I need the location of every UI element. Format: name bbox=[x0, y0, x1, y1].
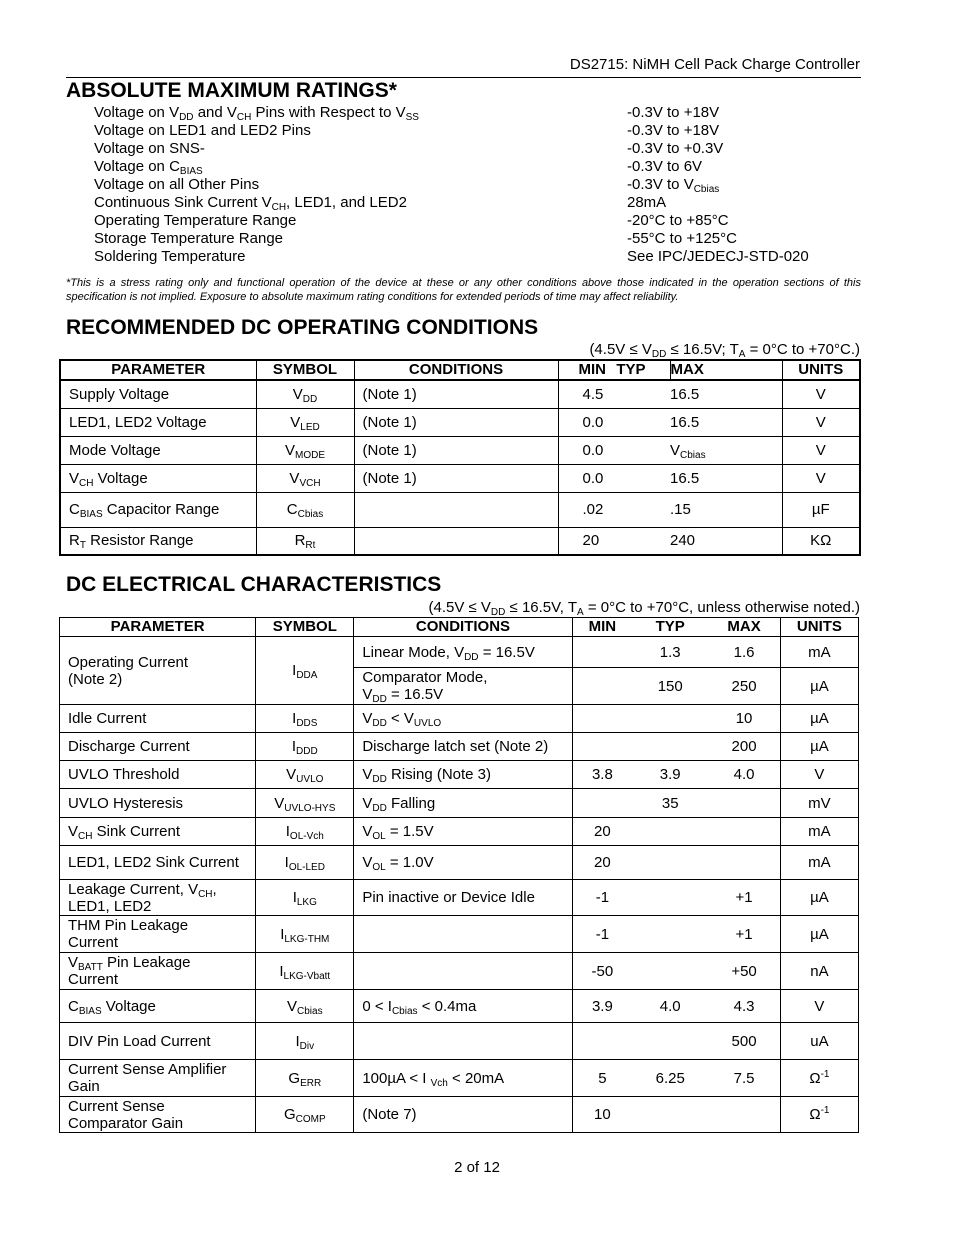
symbol-cell: $I_{OL-Vch}$ bbox=[256, 818, 354, 846]
units-cell: mA bbox=[780, 637, 858, 668]
symbol-cell: $G_{COMP}$ bbox=[256, 1097, 354, 1133]
max-cell bbox=[708, 789, 780, 818]
min-cell: 10 bbox=[572, 1097, 632, 1133]
min-typ-cell bbox=[558, 464, 670, 492]
table-row bbox=[60, 789, 859, 818]
param-cell: $V_{CH}$ Sink Current bbox=[60, 818, 256, 846]
typ-cell bbox=[632, 880, 708, 916]
abs-max-row bbox=[94, 248, 854, 266]
symbol-cell: $I_{DDA}$ bbox=[256, 637, 354, 705]
abs-max-value: -0.3V to +18V bbox=[627, 104, 720, 121]
dc-elec-header-row bbox=[60, 618, 859, 637]
rec-dc-header-row bbox=[60, 360, 860, 380]
typ-cell: 35 bbox=[632, 789, 708, 818]
abs-max-param: Voltage on SNS- bbox=[94, 140, 205, 157]
rec-dc-table bbox=[59, 359, 861, 556]
symbol-cell: $I_{LKG-THM}$ bbox=[256, 916, 354, 953]
abs-max-row bbox=[94, 140, 854, 158]
col-header-parameter: PARAMETER bbox=[60, 360, 256, 380]
typ-cell bbox=[632, 818, 708, 846]
min-cell: 20 bbox=[572, 846, 632, 880]
max-cell: 4.0 bbox=[708, 761, 780, 789]
typ-cell: 4.0 bbox=[632, 990, 708, 1023]
col-header-units: UNITS bbox=[782, 360, 860, 380]
conditions-cell: Pin inactive or Device Idle bbox=[354, 880, 572, 916]
param-cell: LED1, LED2 Sink Current bbox=[60, 846, 256, 880]
max-cell bbox=[708, 818, 780, 846]
min-cell: 3.8 bbox=[572, 761, 632, 789]
typ-cell: 3.9 bbox=[632, 761, 708, 789]
conditions-cell bbox=[354, 492, 558, 527]
param-cell: Idle Current bbox=[60, 705, 256, 733]
table-row bbox=[60, 916, 859, 953]
abs-max-title: ABSOLUTE MAXIMUM RATINGS* bbox=[66, 79, 397, 102]
typ-cell bbox=[632, 846, 708, 880]
min-cell: -1 bbox=[572, 916, 632, 953]
conditions-cell: $0 < I_{Cbias} < 0.4ma$ bbox=[354, 990, 572, 1023]
table-row bbox=[60, 380, 860, 408]
table-row bbox=[60, 436, 860, 464]
abs-max-value: See IPC/JEDECJ-STD-020 bbox=[627, 248, 809, 265]
units-cell: µF bbox=[782, 492, 860, 527]
table-row bbox=[60, 761, 859, 789]
max-cell: 16.5 bbox=[670, 464, 782, 492]
abs-max-param: Continuous Sink Current $V_{CH}$, LED1, and LED2 bbox=[94, 194, 407, 213]
table-row bbox=[60, 990, 859, 1023]
max-cell: 1.6 bbox=[708, 637, 780, 668]
dc-elec-title: DC ELECTRICAL CHARACTERISTICS bbox=[66, 573, 442, 596]
max-cell: +1 bbox=[708, 880, 780, 916]
table-row bbox=[60, 1060, 859, 1097]
min-cell: 5 bbox=[572, 1060, 632, 1097]
symbol-cell: $C_{Cbias}$ bbox=[256, 492, 354, 527]
col-header-min: MIN bbox=[572, 618, 632, 637]
col-header-typ: TYP bbox=[632, 618, 708, 637]
min-cell bbox=[572, 705, 632, 733]
table-row bbox=[60, 1097, 859, 1133]
col-header-symbol: SYMBOL bbox=[256, 618, 354, 637]
max-cell: 10 bbox=[708, 705, 780, 733]
abs-max-value: -0.3V to +0.3V bbox=[627, 140, 724, 157]
max-cell: 4.3 bbox=[708, 990, 780, 1023]
conditions-cell: 100µA < I $_{Vch}$ < 20mA bbox=[354, 1060, 572, 1097]
symbol-cell: $I_{DDD}$ bbox=[256, 733, 354, 761]
header-divider bbox=[66, 77, 861, 78]
min-cell bbox=[572, 637, 632, 668]
abs-max-value: -0.3V to $V_{Cbias}$ bbox=[627, 176, 720, 195]
min-value: 20 bbox=[582, 532, 600, 550]
typ-cell: 6.25 bbox=[632, 1060, 708, 1097]
symbol-cell: $V_{UVLO-HYS}$ bbox=[256, 789, 354, 818]
col-header-conditions: CONDITIONS bbox=[354, 618, 572, 637]
min-cell bbox=[572, 668, 632, 705]
min-value: 0.0 bbox=[582, 469, 604, 487]
param-cell: Current Sense Comparator Gain bbox=[60, 1097, 256, 1133]
param-cell: Mode Voltage bbox=[60, 436, 256, 464]
units-cell: V bbox=[782, 380, 860, 408]
abs-max-row bbox=[94, 176, 854, 194]
table-row bbox=[60, 1023, 859, 1060]
units-cell: $\Omega^{-1}$ bbox=[780, 1097, 858, 1133]
table-row bbox=[60, 492, 860, 527]
units-cell: mA bbox=[780, 818, 858, 846]
table-row bbox=[60, 846, 859, 880]
max-cell: 200 bbox=[708, 733, 780, 761]
units-cell: $\Omega^{-1}$ bbox=[780, 1060, 858, 1097]
conditions-cell: Comparator Mode, $V_{DD} = 16.5V$ bbox=[354, 668, 572, 705]
param-cell: Supply Voltage bbox=[60, 380, 256, 408]
param-cell: Operating Current (Note 2) bbox=[60, 637, 256, 705]
param-cell: $R_T$ Resistor Range bbox=[60, 527, 256, 555]
typ-cell bbox=[632, 1023, 708, 1060]
abs-max-value: -0.3V to +18V bbox=[627, 122, 720, 139]
col-header-min-typ-max bbox=[558, 360, 670, 380]
typ-cell bbox=[632, 733, 708, 761]
conditions-cell: (Note 1) bbox=[354, 380, 558, 408]
min-typ-cell bbox=[558, 436, 670, 464]
symbol-cell: $V_{DD}$ bbox=[256, 380, 354, 408]
conditions-cell: Linear Mode, $V_{DD} = 16.5V$ bbox=[354, 637, 572, 668]
abs-max-param: Voltage on $C_{BIAS}$ bbox=[94, 158, 203, 177]
col-header-conditions: CONDITIONS bbox=[354, 360, 558, 380]
abs-max-param: Storage Temperature Range bbox=[94, 230, 284, 247]
units-cell: mA bbox=[780, 846, 858, 880]
table-row bbox=[60, 408, 860, 436]
min-cell: -1 bbox=[572, 880, 632, 916]
conditions-cell: $V_{OL} = 1.0V$ bbox=[354, 846, 572, 880]
units-cell: µA bbox=[780, 916, 858, 953]
abs-max-row bbox=[94, 194, 854, 212]
col-header-max: MAX bbox=[670, 360, 782, 380]
abs-max-value: -0.3V to 6V bbox=[627, 158, 703, 175]
units-cell: µA bbox=[780, 668, 858, 705]
abs-max-param: Voltage on LED1 and LED2 Pins bbox=[94, 122, 311, 139]
max-cell bbox=[708, 1097, 780, 1133]
min-value: 0.0 bbox=[582, 441, 604, 459]
abs-max-value: 28mA bbox=[627, 194, 667, 211]
min-cell bbox=[572, 1023, 632, 1060]
max-cell: 240 bbox=[670, 527, 782, 555]
param-cell: UVLO Hysteresis bbox=[60, 789, 256, 818]
symbol-cell: $V_{LED}$ bbox=[256, 408, 354, 436]
table-row bbox=[60, 637, 859, 668]
units-cell: V bbox=[780, 761, 858, 789]
conditions-cell bbox=[354, 1023, 572, 1060]
abs-max-row bbox=[94, 122, 854, 140]
symbol-cell: $I_{DDS}$ bbox=[256, 705, 354, 733]
max-cell: .15 bbox=[670, 492, 782, 527]
min-cell bbox=[572, 789, 632, 818]
units-cell: µA bbox=[780, 705, 858, 733]
min-cell: 20 bbox=[572, 818, 632, 846]
symbol-cell: $G_{ERR}$ bbox=[256, 1060, 354, 1097]
table-row bbox=[60, 464, 860, 492]
units-cell: V bbox=[782, 408, 860, 436]
param-cell: UVLO Threshold bbox=[60, 761, 256, 789]
max-cell bbox=[708, 846, 780, 880]
typ-cell: 1.3 bbox=[632, 637, 708, 668]
min-value: 0.0 bbox=[582, 413, 604, 431]
abs-max-footnote: *This is a stress rating only and functional operation of the device at these or any other conditions above those indicated in the operation sections of this specification is not implied. Exposure to absolute maximum rating conditions for extended periods of time may affect reliability. bbox=[66, 277, 861, 303]
col-header-typ: TYP bbox=[616, 361, 646, 378]
abs-max-row bbox=[94, 158, 854, 176]
conditions-cell: $V_{DD} < V_{UVLO}$ bbox=[354, 705, 572, 733]
param-cell: LED1, LED2 Voltage bbox=[60, 408, 256, 436]
abs-max-list bbox=[94, 104, 854, 266]
min-value: .02 bbox=[582, 501, 604, 518]
col-header-max: MAX bbox=[708, 618, 780, 637]
min-typ-cell bbox=[558, 492, 670, 527]
conditions-cell: (Note 1) bbox=[354, 464, 558, 492]
max-cell: 16.5 bbox=[670, 408, 782, 436]
col-header-symbol: SYMBOL bbox=[256, 360, 354, 380]
abs-max-param: Voltage on $V_{DD}$ and $V_{CH}$ Pins with Respect to $V_{SS}$ bbox=[94, 104, 419, 123]
table-row bbox=[60, 527, 860, 555]
param-cell: Current Sense Amplifier Gain bbox=[60, 1060, 256, 1097]
units-cell: mV bbox=[780, 789, 858, 818]
typ-cell bbox=[632, 705, 708, 733]
units-cell: µA bbox=[780, 733, 858, 761]
conditions-cell: $V_{OL} = 1.5V$ bbox=[354, 818, 572, 846]
units-cell: V bbox=[782, 436, 860, 464]
symbol-cell: $I_{LKG}$ bbox=[256, 880, 354, 916]
abs-max-row bbox=[94, 230, 854, 248]
abs-max-value: -55°C to +125°C bbox=[627, 230, 737, 247]
table-row bbox=[60, 705, 859, 733]
max-cell: $V_{Cbias}$ bbox=[670, 436, 782, 464]
min-cell: -50 bbox=[572, 953, 632, 990]
table-row bbox=[60, 880, 859, 916]
min-typ-cell bbox=[558, 408, 670, 436]
min-cell bbox=[572, 733, 632, 761]
abs-max-value: -20°C to +85°C bbox=[627, 212, 729, 229]
conditions-cell bbox=[354, 527, 558, 555]
conditions-cell bbox=[354, 916, 572, 953]
typ-cell bbox=[632, 953, 708, 990]
page-number: 2 of 12 bbox=[454, 1159, 500, 1176]
units-cell: V bbox=[782, 464, 860, 492]
table-row bbox=[60, 733, 859, 761]
units-cell: nA bbox=[780, 953, 858, 990]
table-row bbox=[60, 818, 859, 846]
min-typ-cell bbox=[558, 527, 670, 555]
typ-cell bbox=[632, 1097, 708, 1133]
units-cell: uA bbox=[780, 1023, 858, 1060]
conditions-cell: Discharge latch set (Note 2) bbox=[354, 733, 572, 761]
param-cell: DIV Pin Load Current bbox=[60, 1023, 256, 1060]
param-cell: Discharge Current bbox=[60, 733, 256, 761]
col-header-min: MIN bbox=[578, 361, 606, 378]
max-cell: 16.5 bbox=[670, 380, 782, 408]
max-cell: 250 bbox=[708, 668, 780, 705]
abs-max-param: Soldering Temperature bbox=[94, 248, 246, 265]
symbol-cell: $V_{VCH}$ bbox=[256, 464, 354, 492]
param-cell: $V_{CH}$ Voltage bbox=[60, 464, 256, 492]
table-row bbox=[60, 953, 859, 990]
param-cell: $C_{BIAS}$ Capacitor Range bbox=[60, 492, 256, 527]
col-header-units: UNITS bbox=[780, 618, 858, 637]
max-cell: 7.5 bbox=[708, 1060, 780, 1097]
abs-max-row bbox=[94, 212, 854, 230]
conditions-cell: (Note 7) bbox=[354, 1097, 572, 1133]
units-cell: KΩ bbox=[782, 527, 860, 555]
symbol-cell: $I_{OL-LED}$ bbox=[256, 846, 354, 880]
symbol-cell: $V_{Cbias}$ bbox=[256, 990, 354, 1023]
symbol-cell: $R_{Rt}$ bbox=[256, 527, 354, 555]
param-cell: Leakage Current, $V_{CH}$, LED1, LED2 bbox=[60, 880, 256, 916]
conditions-cell: $V_{DD}$ Falling bbox=[354, 789, 572, 818]
abs-max-row bbox=[94, 104, 854, 122]
symbol-cell: $V_{MODE}$ bbox=[256, 436, 354, 464]
param-cell: THM Pin Leakage Current bbox=[60, 916, 256, 953]
max-cell: +1 bbox=[708, 916, 780, 953]
rec-dc-conditions: ($4.5V \le V_{DD} \le 16.5V$; $T_A = 0^\circ C$ to +70°C.) bbox=[589, 341, 860, 360]
conditions-cell: $V_{DD}$ Rising (Note 3) bbox=[354, 761, 572, 789]
min-cell: 3.9 bbox=[572, 990, 632, 1023]
units-cell: V bbox=[780, 990, 858, 1023]
typ-cell bbox=[632, 916, 708, 953]
max-cell: +50 bbox=[708, 953, 780, 990]
abs-max-param: Operating Temperature Range bbox=[94, 212, 297, 229]
param-cell: $C_{BIAS}$ Voltage bbox=[60, 990, 256, 1023]
document-header-title: DS2715: NiMH Cell Pack Charge Controller bbox=[569, 56, 860, 73]
symbol-cell: $V_{UVLO}$ bbox=[256, 761, 354, 789]
dc-elec-conditions: ($4.5V \le V_{DD} \le 16.5V$, $T_A = 0^\circ C$ to +70°C, unless otherwise noted.) bbox=[428, 599, 860, 618]
col-header-parameter: PARAMETER bbox=[60, 618, 256, 637]
rec-dc-title: RECOMMENDED DC OPERATING CONDITIONS bbox=[66, 316, 539, 339]
symbol-cell: $I_{LKG-Vbatt}$ bbox=[256, 953, 354, 990]
conditions-cell bbox=[354, 953, 572, 990]
units-cell: µA bbox=[780, 880, 858, 916]
max-cell: 500 bbox=[708, 1023, 780, 1060]
min-typ-cell bbox=[558, 380, 670, 408]
min-value: 4.5 bbox=[582, 385, 604, 403]
symbol-cell: $I_{Div}$ bbox=[256, 1023, 354, 1060]
conditions-cell: (Note 1) bbox=[354, 408, 558, 436]
conditions-cell: (Note 1) bbox=[354, 436, 558, 464]
dc-elec-table bbox=[59, 617, 859, 1133]
param-cell: $V_{BATT}$ Pin Leakage Current bbox=[60, 953, 256, 990]
abs-max-param: Voltage on all Other Pins bbox=[94, 176, 260, 193]
typ-cell: 150 bbox=[632, 668, 708, 705]
